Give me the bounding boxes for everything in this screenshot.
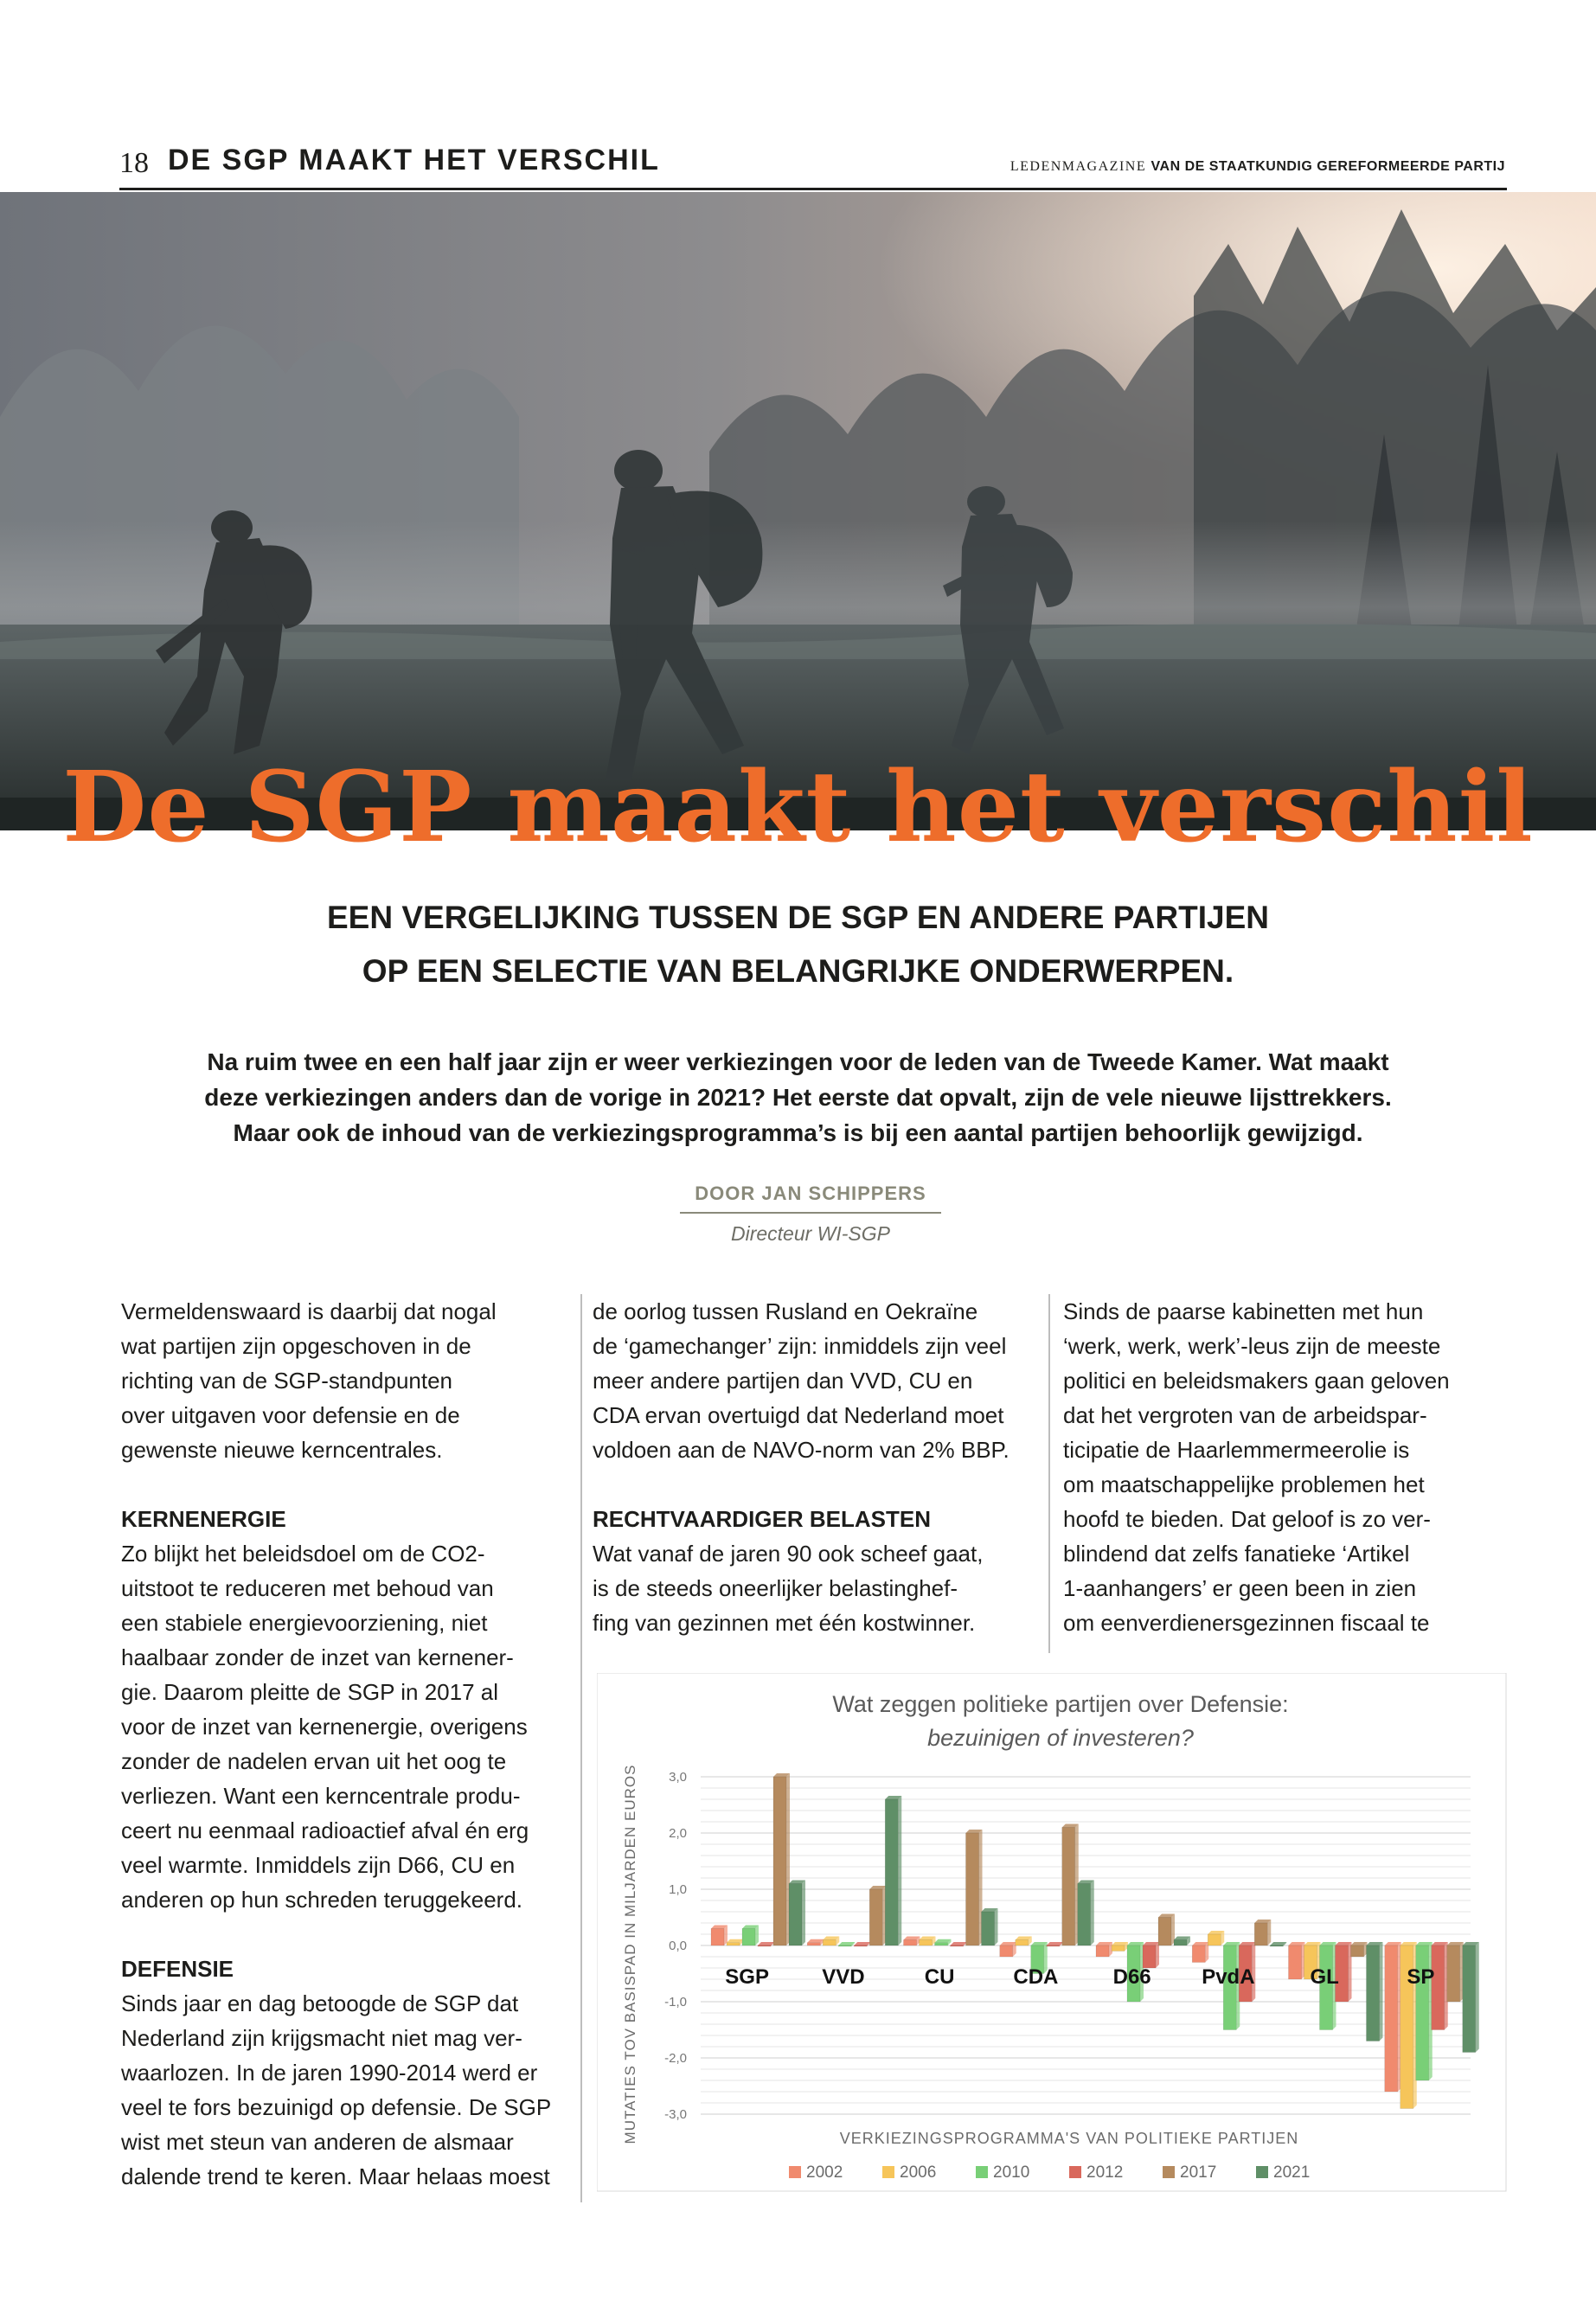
- bar: [869, 1889, 882, 1945]
- text-line: veel warmte. Inmiddels zijn D66, CU en: [121, 1852, 516, 1878]
- text-line: CDA ervan overtuigd dat Nederland moet: [593, 1402, 1004, 1428]
- text-line: uitstoot te reduceren met behoud van: [121, 1575, 494, 1601]
- bar: [966, 1833, 979, 1945]
- bar-side: [1156, 1942, 1159, 1968]
- paragraph: [121, 1536, 571, 1917]
- legend-swatch: [976, 2166, 988, 2178]
- article-intro: [138, 1044, 1458, 1150]
- text-line: over uitgaven voor defensie en de: [121, 1402, 460, 1428]
- bar: [982, 1912, 995, 1945]
- text-column-2: [593, 1294, 1042, 1640]
- text-line: ceert nu eenmaal radioactief afval én erg: [121, 1817, 529, 1843]
- text-line: hoofd te bieden. Dat geloof is zo ver-: [1063, 1506, 1431, 1532]
- text-line: om maatschappelijke problemen het: [1063, 1471, 1425, 1497]
- byline-author: DOOR JAN SCHIPPERS: [680, 1183, 941, 1214]
- text-line: waarlozen. In de jaren 1990-2014 werd er: [121, 2060, 538, 2086]
- bar: [823, 1940, 836, 1946]
- text-line: Wat vanaf de jaren 90 ook scheef gaat,: [593, 1541, 984, 1567]
- legend-label: 2012: [1086, 2163, 1124, 2182]
- text-line: verliezen. Want een kerncentrale produ-: [121, 1783, 521, 1809]
- legend-label: 2006: [900, 2163, 937, 2182]
- bar: [951, 1945, 964, 1946]
- text-line: is de steeds oneerlijker belastinghef-: [593, 1575, 958, 1601]
- text-line: Vermeldenswaard is daarbij dat nogal: [121, 1298, 497, 1324]
- magazine-prefix: LEDENMAGAZINE: [1010, 159, 1147, 174]
- bar: [742, 1929, 755, 1946]
- text-line: Nederland zijn krijgsmacht niet mag ver-: [121, 2025, 522, 2051]
- category-label: CU: [924, 1965, 955, 1989]
- heading-kernenergie: KERNENERGIE: [121, 1506, 286, 1532]
- bar: [1254, 1923, 1267, 1945]
- text-line: Sinds jaar en dag betoogde de SGP dat: [121, 1990, 519, 2016]
- category-label: D66: [1112, 1965, 1151, 1989]
- legend-swatch: [1256, 2166, 1268, 2178]
- bar-side: [755, 1926, 759, 1946]
- page-number: 18: [119, 147, 149, 179]
- text-line: meer andere partijen dan VVD, CU en: [593, 1368, 973, 1394]
- bar-side: [1091, 1881, 1094, 1946]
- bar-side: [1267, 1920, 1271, 1945]
- text-line: 1-aanhangers’ er geen been in zien: [1063, 1575, 1417, 1601]
- bar: [1112, 1945, 1125, 1952]
- heading-rechtvaardiger-belasten: RECHTVAARDIGER BELASTEN: [593, 1506, 931, 1532]
- category-label: PvdA: [1202, 1965, 1255, 1989]
- bar: [1062, 1828, 1075, 1946]
- bar: [1078, 1884, 1091, 1946]
- bar: [920, 1940, 933, 1946]
- bar: [1351, 1945, 1364, 1957]
- bar: [773, 1777, 786, 1945]
- paragraph: [1063, 1294, 1513, 1640]
- intro-line: Maar ook de inhoud van de verkiezingsprogramma’s is bij een aantal partijen behoorlijk gewijzigd.: [233, 1119, 1363, 1146]
- bar-side: [995, 1908, 998, 1945]
- legend-label: 2010: [993, 2163, 1030, 2182]
- bar: [935, 1943, 948, 1945]
- legend-label: 2017: [1180, 2163, 1217, 2182]
- text-line: voor de inzet van kernenergie, overigens: [121, 1714, 528, 1740]
- category-label: GL: [1310, 1965, 1339, 1989]
- bar: [854, 1945, 867, 1946]
- intro-line: Na ruim twee en een half jaar zijn er weer verkiezingen voor de leden van de Tweede Kamer. Wat maakt: [207, 1048, 1389, 1075]
- category-label: SGP: [725, 1965, 769, 1989]
- bar: [1367, 1945, 1380, 2041]
- defense-chart-svg: [597, 1673, 1507, 2192]
- bar: [1158, 1918, 1171, 1946]
- bar: [1047, 1945, 1060, 1946]
- text-line: politici en beleidsmakers gaan geloven: [1063, 1368, 1450, 1394]
- text-line: gewenste nieuwe kerncentrales.: [121, 1437, 443, 1463]
- category-label: SP: [1407, 1965, 1435, 1989]
- bar-side: [1476, 1942, 1479, 2053]
- text-line: voldoen aan de NAVO-norm van 2% BBP.: [593, 1437, 1010, 1463]
- article-title: De SGP maakt het verschil: [62, 751, 1534, 864]
- legend-label: 2021: [1273, 2163, 1311, 2182]
- text-line: dalende trend te keren. Maar helaas moest: [121, 2163, 550, 2189]
- defense-chart: [597, 1673, 1507, 2192]
- bar: [758, 1945, 771, 1946]
- bar: [1270, 1945, 1283, 1946]
- heading-defensie: DEFENSIE: [121, 1956, 234, 1982]
- bar: [807, 1943, 820, 1945]
- bar: [1174, 1940, 1187, 1946]
- bar-side: [802, 1881, 805, 1946]
- bar-side: [1380, 1942, 1383, 2041]
- text-column-1: [121, 1294, 571, 2194]
- text-line: veel te fors bezuinigd op defensie. De SGP: [121, 2094, 552, 2120]
- legend-swatch: [789, 2166, 801, 2178]
- intro-line: deze verkiezingen anders dan de vorige in 2021? Het eerste dat opvalt, zijn de vele nieuwe lijsttrekkers.: [204, 1084, 1392, 1111]
- text-line: wist met steun van anderen de alsmaar: [121, 2129, 514, 2155]
- bar: [1289, 1945, 1302, 1979]
- bar: [1447, 1945, 1460, 2002]
- text-line: een stabiele energievoorziening, niet: [121, 1610, 488, 1636]
- text-line: gie. Daarom pleitte de SGP in 2017 al: [121, 1679, 499, 1705]
- bar-side: [898, 1796, 901, 1945]
- column-divider: [580, 1294, 582, 2202]
- chart-subtitle: bezuinigen of investeren?: [927, 1725, 1194, 1751]
- y-tick-label: 0,0: [669, 1939, 687, 1953]
- bar: [1000, 1945, 1013, 1957]
- legend-label: 2002: [806, 2163, 843, 2182]
- magazine-line: [1010, 159, 1505, 175]
- paragraph: [121, 1986, 571, 2194]
- text-line: haalbaar zonder de inzet van kernener-: [121, 1644, 514, 1670]
- article-subtitle: [173, 891, 1423, 998]
- paragraph: [121, 1294, 571, 1467]
- x-axis-label: VERKIEZINGSPROGRAMMA'S VAN POLITIEKE PARTIJEN: [839, 2130, 1299, 2147]
- column-divider: [1048, 1294, 1050, 1653]
- bar: [1208, 1934, 1221, 1945]
- paragraph: [593, 1294, 1042, 1467]
- magazine-name: VAN DE STAATKUNDIG GEREFORMEERDE PARTIJ: [1151, 159, 1505, 174]
- y-axis-label: MUTATIES TOV BASISPAD IN MILJARDEN EUROS: [622, 1764, 638, 2144]
- text-line: blindend dat zelfs fanatieke ‘Artikel: [1063, 1541, 1410, 1567]
- y-tick-label: 3,0: [669, 1770, 687, 1785]
- soldiers-in-mist-photo-icon: [0, 192, 1596, 830]
- bar: [1192, 1945, 1205, 1963]
- legend-swatch: [1163, 2166, 1175, 2178]
- bar: [1385, 1945, 1398, 2092]
- section-title: DE SGP MAAKT HET VERSCHIL: [168, 144, 660, 176]
- bar: [1016, 1940, 1029, 1946]
- text-line: fing van gezinnen met één kostwinner.: [593, 1610, 976, 1636]
- subtitle-line: OP EEN SELECTIE VAN BELANGRIJKE ONDERWERPEN.: [362, 953, 1234, 989]
- subtitle-line: EEN VERGELIJKING TUSSEN DE SGP EN ANDERE PARTIJEN: [327, 900, 1269, 935]
- text-line: zonder de nadelen ervan uit het oog te: [121, 1748, 507, 1774]
- text-line: om eenverdienersgezinnen fiscaal te: [1063, 1610, 1430, 1636]
- bar: [789, 1884, 802, 1946]
- text-line: dat het vergroten van de arbeidspar-: [1063, 1402, 1427, 1428]
- text-line: Zo blijkt het beleidsdoel om de CO2-: [121, 1541, 485, 1567]
- chart-title: Wat zeggen politieke partijen over Defensie:: [832, 1691, 1289, 1717]
- bar: [885, 1799, 898, 1945]
- y-tick-label: -3,0: [664, 2107, 687, 2122]
- byline: [680, 1183, 941, 1246]
- y-tick-label: -1,0: [664, 1995, 687, 2009]
- page-header: [119, 140, 1507, 190]
- category-label: VVD: [822, 1965, 865, 1989]
- bar: [838, 1945, 851, 1946]
- bar: [1463, 1945, 1476, 2053]
- category-label: CDA: [1013, 1965, 1059, 1989]
- bar: [1096, 1945, 1109, 1957]
- y-tick-label: 1,0: [669, 1882, 687, 1897]
- y-tick-label: 2,0: [669, 1826, 687, 1841]
- y-tick-label: -2,0: [664, 2051, 687, 2066]
- text-line: richting van de SGP-standpunten: [121, 1368, 453, 1394]
- text-column-3: [1063, 1294, 1513, 1640]
- text-line: de oorlog tussen Rusland en Oekraïne: [593, 1298, 978, 1324]
- legend-swatch: [882, 2166, 894, 2178]
- byline-role: Directeur WI-SGP: [730, 1222, 891, 1245]
- text-line: wat partijen zijn opgeschoven in de: [121, 1333, 471, 1359]
- hero-photo: [0, 192, 1596, 830]
- text-line: ticipatie de Haarlemmermeerolie is: [1063, 1437, 1410, 1463]
- text-line: anderen op hun schreden teruggekeerd.: [121, 1887, 523, 1913]
- text-line: ‘werk, werk, werk’-leus zijn de meeste: [1063, 1333, 1441, 1359]
- text-line: Sinds de paarse kabinetten met hun: [1063, 1298, 1424, 1324]
- legend-swatch: [1069, 2166, 1081, 2178]
- paragraph: [593, 1536, 1042, 1640]
- text-line: de ‘gamechanger’ zijn: inmiddels zijn veel: [593, 1333, 1007, 1359]
- bar: [711, 1929, 724, 1946]
- bar: [727, 1943, 740, 1945]
- bar: [904, 1940, 917, 1946]
